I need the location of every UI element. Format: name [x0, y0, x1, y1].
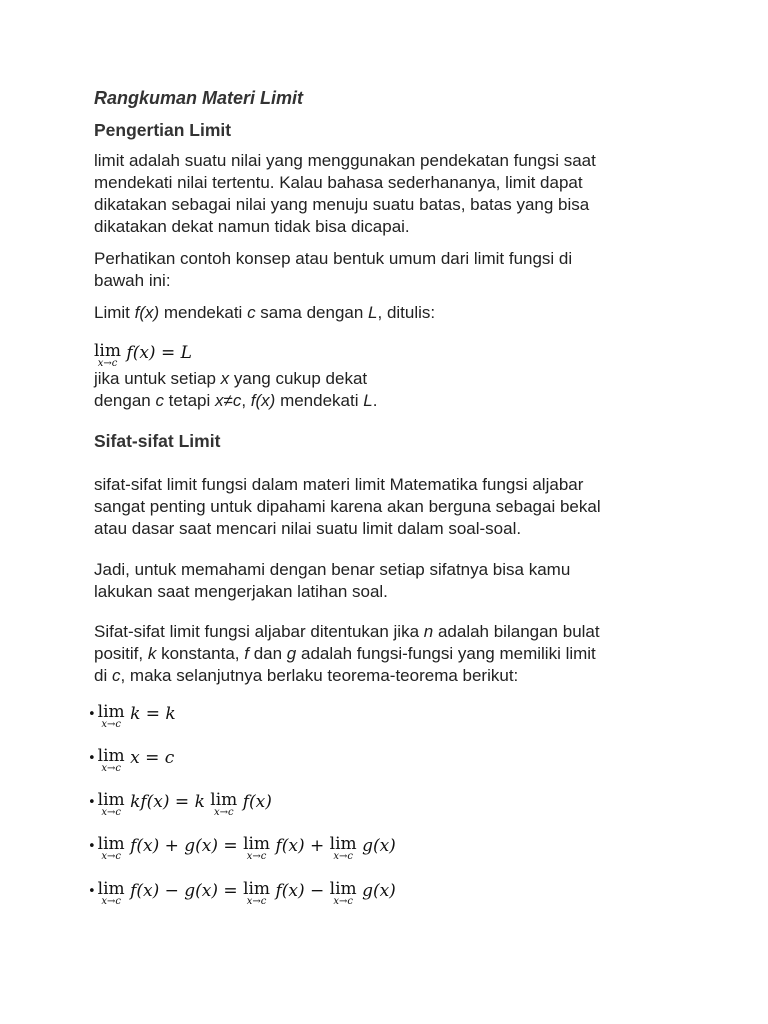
lim-operator: lim x→c — [243, 834, 271, 862]
formula-expression: kf(x) = k — [130, 792, 205, 812]
formula-expression: f(x) − g(x) = — [130, 881, 238, 901]
math-text: x≠c — [215, 391, 242, 410]
formula-limit-definition — [94, 343, 192, 369]
lim-operator: lim x→c — [97, 746, 125, 774]
paragraph-condition — [94, 368, 684, 412]
text-line: dikatakan sebagai nilai yang menuju suatu batas, batas yang bisa — [94, 195, 590, 214]
formula-expression: f(x) + — [275, 836, 325, 856]
text: mendekati — [275, 391, 364, 410]
text-line: Jadi, untuk memahami dengan benar setiap sifatnya bisa kamu — [94, 560, 571, 579]
text-line: limit adalah suatu nilai yang menggunakan pendekatan fungsi saat — [94, 151, 596, 170]
math-text: x — [220, 369, 230, 388]
math-text: f(x) — [134, 303, 160, 322]
text-line: mendekati nilai tertentu. Kalau bahasa sederhananya, limit dapat — [94, 173, 583, 192]
math-text: c — [247, 303, 256, 322]
lim-operator: lim x→c — [97, 834, 125, 862]
text: adalah bilangan bulat — [433, 622, 600, 641]
theorem-constant — [88, 704, 176, 730]
theorem-identity — [88, 748, 174, 774]
paragraph-definition — [94, 150, 684, 238]
formula-expression: f(x) + g(x) = — [130, 836, 238, 856]
text-line: Perhatikan contoh konsep atau bentuk umum dari limit fungsi di — [94, 249, 573, 268]
formula-expression: g(x) — [362, 836, 396, 856]
document-title: Rangkuman Materi Limit — [94, 88, 304, 108]
heading-sifat-sifat-limit: Sifat-sifat Limit — [94, 431, 221, 451]
lim-operator: lim x→c — [243, 879, 271, 907]
lim-operator: lim x→c — [329, 834, 357, 862]
text: dan — [248, 644, 287, 663]
text: adalah fungsi-fungsi yang memiliki limit — [296, 644, 596, 663]
heading-pengertian-limit: Pengertian Limit — [94, 120, 232, 140]
paragraph-properties-intro — [94, 474, 684, 540]
paragraph-example-intro — [94, 248, 684, 292]
lim-operator: lim x→c — [210, 790, 238, 818]
text: Sifat-sifat limit fungsi aljabar ditentukan jika — [94, 622, 424, 641]
formula-expression: g(x) — [362, 881, 396, 901]
text: di — [94, 666, 112, 685]
text: Limit — [94, 303, 135, 322]
math-text: c — [111, 666, 121, 685]
text-line: lakukan saat mengerjakan latihan soal. — [94, 582, 388, 601]
math-text: c — [155, 391, 164, 410]
formula-expression: k = k — [130, 704, 176, 724]
bullet-icon: • — [88, 795, 96, 810]
text: , maka selanjutnya berlaku teorema-teorema berikut: — [120, 666, 519, 685]
bullet-icon: • — [88, 707, 96, 722]
paragraph-practice — [94, 559, 684, 603]
lim-operator: lim x→c — [97, 702, 125, 730]
math-text: f — [244, 644, 249, 663]
text-line: sangat penting untuk dipahami karena akan berguna sebagai bekal — [94, 497, 601, 516]
lim-operator: lim x→c — [94, 341, 121, 369]
lim-operator: lim x→c — [329, 879, 357, 907]
text: yang cukup dekat — [229, 369, 368, 388]
math-text: k — [147, 644, 157, 663]
formula-expression: x = c — [130, 748, 175, 768]
text-line: bawah ini: — [94, 271, 171, 290]
text: sama dengan — [255, 303, 369, 322]
math-text: n — [423, 622, 434, 641]
formula-expression: f(x) — [242, 792, 272, 812]
math-text: f(x) — [250, 391, 276, 410]
theorem-constant-multiple — [88, 792, 272, 818]
text: , ditulis: — [377, 303, 436, 322]
lim-operator: lim x→c — [97, 790, 125, 818]
text: mendekati — [159, 303, 248, 322]
paragraph-theorem-conditions — [94, 621, 684, 687]
text: konstanta, — [156, 644, 245, 663]
math-text: L — [368, 303, 378, 322]
formula-expression: f(x) − — [275, 881, 325, 901]
math-text: L — [363, 391, 373, 410]
bullet-icon: • — [88, 884, 96, 899]
text: , — [241, 391, 251, 410]
formula-expression: f(x) = L — [126, 343, 192, 363]
text-line: atau dasar saat mencari nilai suatu limit dalam soal-soal. — [94, 519, 522, 538]
paragraph-limit-statement — [94, 302, 684, 324]
text-line: dikatakan dekat namun tidak bisa dicapai. — [94, 217, 410, 236]
bullet-icon: • — [88, 751, 96, 766]
lim-operator: lim x→c — [97, 879, 125, 907]
math-text: g — [286, 644, 297, 663]
text: jika untuk setiap — [94, 369, 221, 388]
text-line: sifat-sifat limit fungsi dalam materi limit Matematika fungsi aljabar — [94, 475, 584, 494]
text: tetapi — [163, 391, 215, 410]
theorem-difference — [88, 881, 396, 907]
text: positif, — [94, 644, 148, 663]
theorem-sum — [88, 836, 396, 862]
bullet-icon: • — [88, 839, 96, 854]
text: dengan — [94, 391, 156, 410]
text: . — [372, 391, 378, 410]
